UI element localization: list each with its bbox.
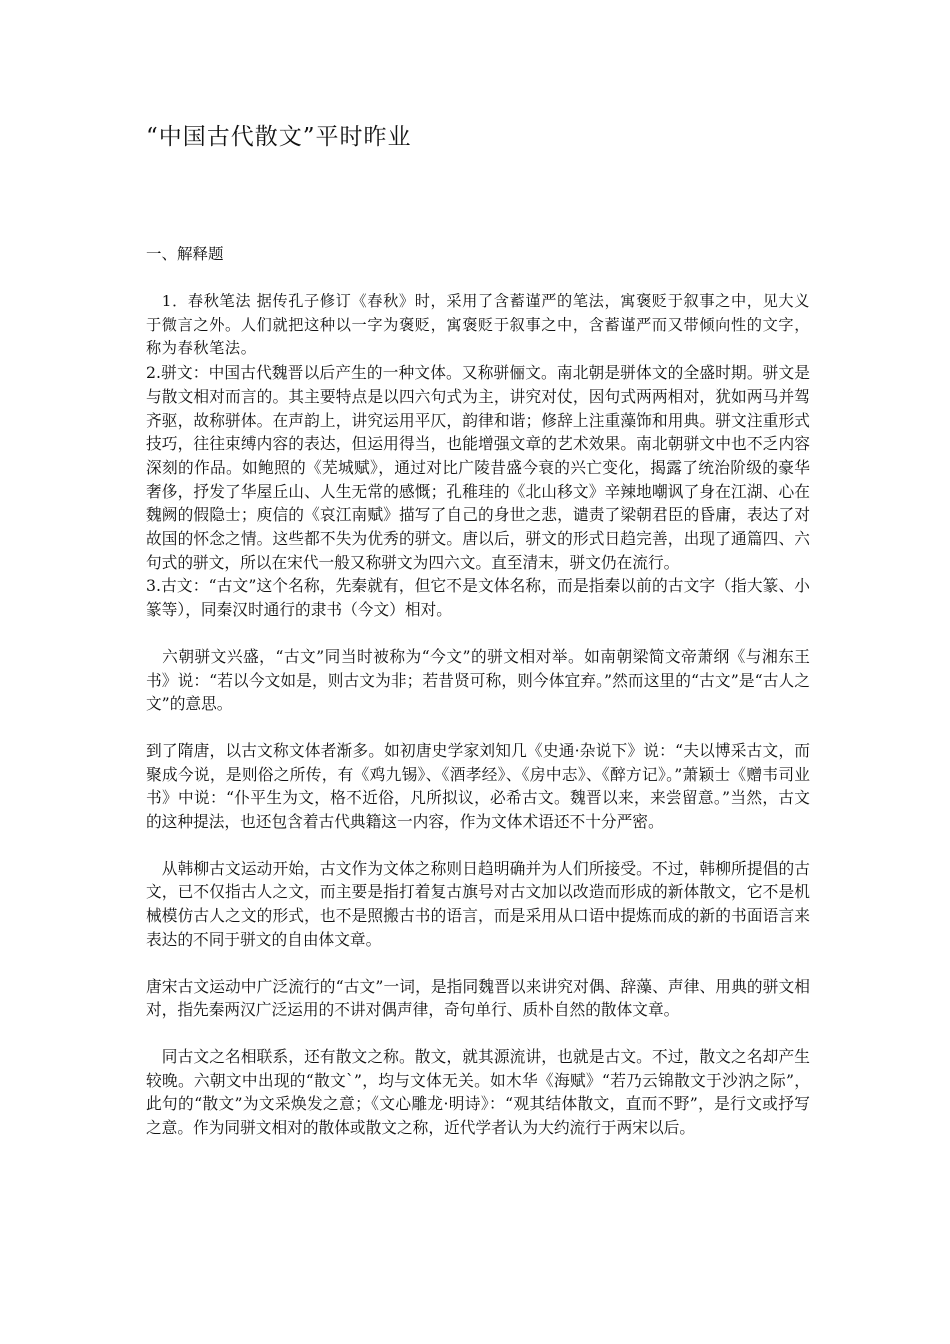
paragraph-sanwen: 同古文之名相联系，还有散文之称。散文，就其源流讲，也就是古文。不过，散文之名却产生较晚。六朝文中出现的“散文`”，均与文体无关。如木华《海赋》“若乃云锦散文于沙汭之际”，此句的“散文”为文采焕发之意；《文心雕龙·明诗》：“观其结体散文，直而不野”，是行文或抒写之意。作为同骈文相对的散体或散文之称，近代学者认为大约流行于两宋以后。: [146, 1046, 810, 1138]
section-heading: 一、解释题: [146, 245, 224, 263]
document-body: [146, 290, 810, 1140]
paragraph-guwen: 3.古文：“古文”这个名称，先秦就有，但它不是文体名称，而是指秦以前的古文字（指大篆、小篆等），同秦汉时通行的隶书（今文）相对。: [146, 576, 810, 620]
paragraph-tangsong: 唐宋古文运动中广泛流行的“古文”一词，是指同魏晋以来讲究对偶、辞藻、声律、用典的骈文相对，指先秦两汉广泛运用的不讲对偶声律，奇句单行、质朴自然的散体文章。: [146, 976, 810, 1020]
paragraph-liuchao: 六朝骈文兴盛，“古文”同当时被称为“今文”的骈文相对举。如南朝梁简文帝萧纲《与湘东王书》说：“若以今文如是，则古文为非；若昔贤可称，则今体宜弃。”然而这里的“古文”是“古人之文”的意思。: [146, 646, 810, 714]
paragraph-hanliu: 从韩柳古文运动开始，古文作为文体之称则日趋明确并为人们所接受。不过，韩柳所提倡的古文，已不仅指古人之文，而主要是指打着复古旗号对古文加以改造而形成的新体散文，它不是机械模仿古人之文的形式，也不是照搬古书的语言，而是采用从口语中提炼而成的新的书面语言来表达的不同于骈文的自由体文章。: [146, 858, 810, 949]
paragraph-chunqiu-bifa: 1．春秋笔法 据传孔子修订《春秋》时，采用了含蓄谨严的笔法，寓褒贬于叙事之中，见大义于微言之外。人们就把这种以一字为褒贬，寓褒贬于叙事之中，含蓄谨严而又带倾向性的文字，称为春秋笔法。: [146, 292, 810, 358]
document-title: “中国古代散文”平时昨业: [146, 124, 412, 150]
paragraph-pianwen: 2.骈文：中国古代魏晋以后产生的一种文体。又称骈俪文。南北朝是骈体文的全盛时期。骈文是与散文相对而言的。其主要特点是以四六句式为主，讲究对仗，因句式两两相对，犹如两马并驾齐驱，故称骈体。在声韵上，讲究运用平仄，韵律和谐；修辞上注重藻饰和用典。骈文注重形式技巧，往往束缚内容的表达，但运用得当，也能增强文章的艺术效果。南北朝骈文中也不乏内容深刻的作品。如鲍照的《芜城赋》，通过对比广陵昔盛今衰的兴亡变化，揭露了统治阶级的豪华奢侈，抒发了华屋丘山、人生无常的感慨；孔稚珪的《北山移文》辛辣地嘲讽了身在江湖、心在魏阙的假隐士；庾信的《哀江南赋》描写了自己的身世之悲，谴责了梁朝君臣的昏庸，表达了对故国的怀念之情。这些都不失为优秀的骈文。唐以后，骈文的形式日趋完善，出现了通篇四、六句式的骈文，所以在宋代一般又称骈文为四六文。直至清末，骈文仍在流行。: [146, 363, 810, 572]
paragraph-suitang: 到了隋唐，以古文称文体者渐多。如初唐史学家刘知几《史通·杂说下》说：“夫以博采古文，而聚成今说，是则俗之所传，有《鸡九锡》、《酒孝经》、《房中志》、《醉方记》。”萧颖士《赠韦司业书》中说：“仆平生为文，格不近俗，凡所拟议，必希古文。魏晋以来，来尝留意。”当然，古文的这种提法，也还包含着古代典籍这一内容，作为文体术语还不十分严密。: [146, 740, 810, 832]
